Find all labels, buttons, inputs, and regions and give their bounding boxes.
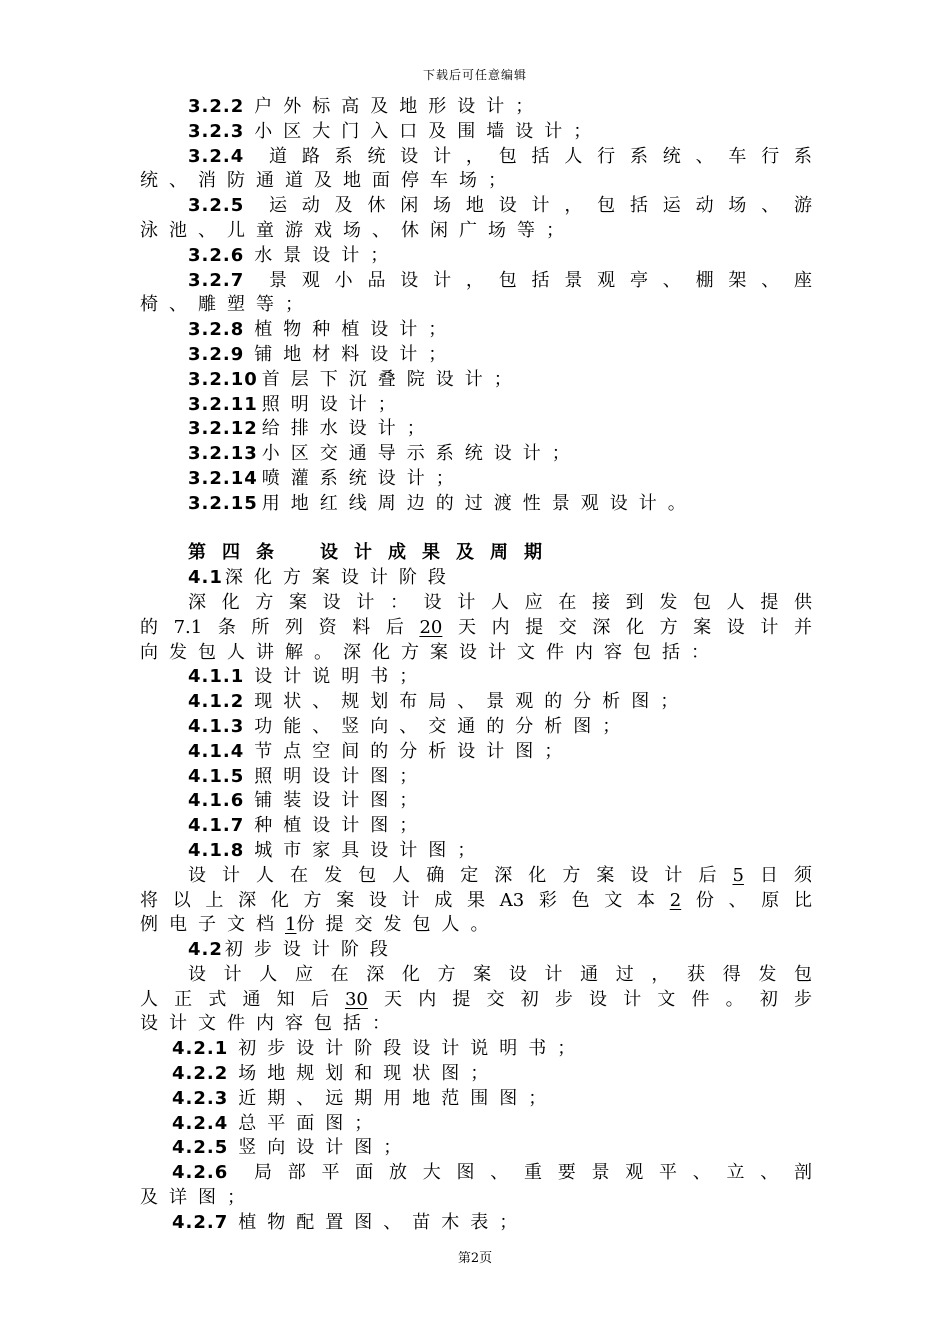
list-item: 3.2.15 用地红线周边的过渡性景观设计。 <box>188 492 697 514</box>
list-item-continuation: 统、消防通道及地面停车场； <box>140 170 517 192</box>
list-item: 3.2.9 铺地材料设计； <box>188 343 458 365</box>
paragraph-line: 的7.1条所列资料后20天内提交深化方案设计并 <box>140 616 812 638</box>
list-item: 4.1.3 功能、竖向、交通的分析图； <box>188 715 632 737</box>
list-item: 4.1.4 节点空间的分析设计图； <box>188 740 574 762</box>
list-item: 4.1.1 设计说明书； <box>188 666 429 688</box>
list-item: 4.2.1 初步设计阶段设计说明书； <box>172 1038 587 1060</box>
list-item: 4.2.6 局部平面放大图、重要景观平、立、剖 <box>172 1162 812 1184</box>
list-item: 4.2.5 竖向设计图； <box>172 1137 413 1159</box>
document-body <box>140 95 812 1236</box>
list-item: 3.2.12 给排水设计； <box>188 418 436 440</box>
paragraph-line: 例电子文档1份提交发包人。 <box>140 914 500 936</box>
list-item: 3.2.11 照明设计； <box>188 393 407 415</box>
list-item-continuation: 泳池、儿童游戏场、休闲广场等； <box>140 219 575 241</box>
list-item: 4.1.5 照明设计图； <box>188 765 429 787</box>
list-item-continuation: 及详图； <box>140 1187 256 1209</box>
paragraph-line: 将以上深化方案设计成果A3彩色文本2份、原比 <box>140 889 812 911</box>
blank-days: 30 <box>344 988 368 1010</box>
list-item: 3.2.2 户外标高及地形设计； <box>188 96 545 117</box>
list-item: 3.2.10 首层下沉叠院设计； <box>188 368 523 390</box>
paragraph-line: 深化方案设计：设计人应在接到发包人提供 <box>188 591 812 613</box>
blank-copies: 1 <box>285 914 297 936</box>
list-item: 3.2.8 植物种植设计； <box>188 319 458 341</box>
list-item: 4.1.7 种植设计图； <box>188 815 429 837</box>
list-item: 4.2.4 总平面图； <box>172 1112 384 1134</box>
paragraph-line: 人正式通知后30天内提交初步设计文件。初步 <box>140 988 812 1010</box>
blank-days: 5 <box>732 864 744 886</box>
page-header: 下载后可任意编辑 <box>422 68 527 82</box>
list-item: 3.2.3 小区大门入口及围墙设计； <box>188 120 603 142</box>
list-item: 4.1.6 铺装设计图； <box>188 790 429 812</box>
list-item: 4.2.7 植物配置图、苗木表； <box>172 1211 529 1233</box>
spacer <box>140 517 812 542</box>
list-item: 3.2.5 运动及休闲场地设计，包括运动场、游 <box>188 195 812 217</box>
list-item: 3.2.7 景观小品设计，包括景观亭、棚架、座 <box>188 269 812 291</box>
list-item: 3.2.13 小区交通导示系统设计； <box>188 443 581 465</box>
paragraph-line: 向发包人讲解。深化方案设计文件内容包括： <box>140 641 720 663</box>
list-item: 4.1.2 现状、规划布局、景观的分析图； <box>188 691 690 713</box>
list-item-continuation: 椅、雕塑等； <box>140 294 314 316</box>
list-item: 4.2.2 场地规划和现状图； <box>172 1063 500 1085</box>
blank-copies: 2 <box>669 889 682 911</box>
blank-days: 20 <box>419 616 443 638</box>
paragraph-line: 设计文件内容包括： <box>140 1013 401 1035</box>
paragraph-line: 设计人在发包人确定深化方案设计后5日须 <box>188 864 812 886</box>
list-item: 4.2.3 近期、远期用地范围图； <box>172 1087 558 1109</box>
subsection-heading-4-1: 4.1 深化方案设计阶段 <box>188 567 457 589</box>
paragraph-line: 设计人应在深化方案设计通过，获得发包 <box>188 963 812 985</box>
list-item: 4.1.8 城市家具设计图； <box>188 839 487 861</box>
list-item: 3.2.6 水景设计； <box>188 244 400 266</box>
subsection-heading-4-2: 4.2 初步设计阶段 <box>188 939 399 961</box>
list-item: 3.2.4 道路系统设计，包括人行系统、车行系 <box>188 145 812 167</box>
page-footer: 第2页 <box>457 1251 493 1266</box>
section-heading-article-4: 第四条 设计成果及周期 <box>188 542 558 564</box>
list-item: 3.2.14 喷灌系统设计； <box>188 467 465 489</box>
